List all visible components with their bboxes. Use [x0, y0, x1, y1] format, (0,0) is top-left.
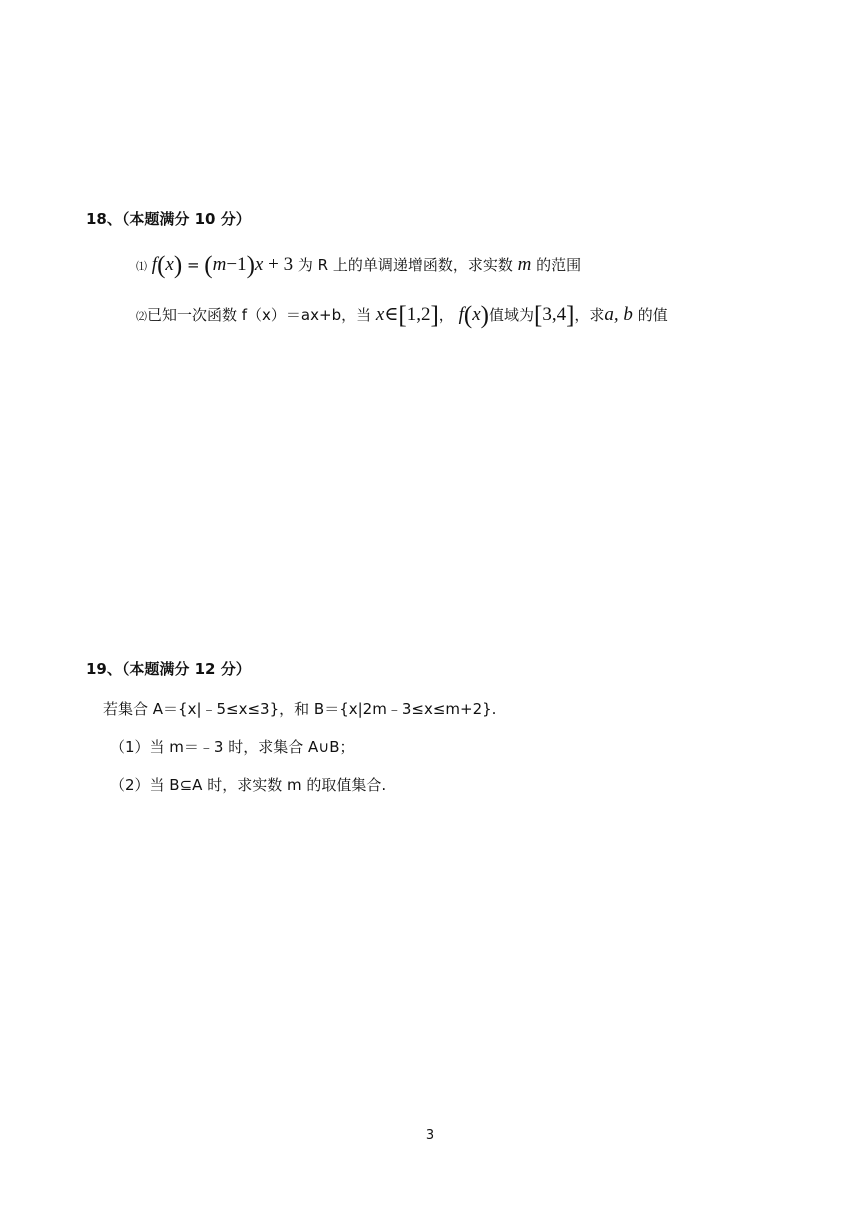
q19-title: 19、（本题满分 12 分） [86, 660, 251, 678]
comma: ， [438, 306, 454, 324]
bracket-close: ] [430, 302, 439, 329]
q18-part1 [136, 252, 582, 279]
f-symbol: f [458, 304, 464, 325]
bracket-close: ] [566, 302, 575, 329]
paren-open: ( [157, 252, 166, 279]
page-number: 3 [425, 1128, 435, 1143]
paren-close: ) [246, 252, 255, 279]
q18-part2-text-a: 已知一次函数 f（x）＝ax+b，当 [147, 306, 372, 324]
q18-part2-text-c: ，求 [574, 306, 605, 324]
paren-open: ( [463, 302, 473, 329]
q19-intro: 若集合 A＝{x|﹣5≤x≤3}，和 B＝{x|2m﹣3≤x≤m+2}. [103, 700, 497, 718]
m-symbol: m [212, 254, 227, 275]
q18-part2 [136, 302, 668, 329]
q18-title: 18、（本题满分 10 分） [86, 210, 251, 228]
x-symbol: x [375, 304, 385, 325]
x-symbol: x [254, 254, 264, 275]
bracket-open: [ [533, 302, 543, 329]
q18-part1-text-end: 的范围 [536, 256, 582, 274]
element-of-symbol: ∈ [384, 304, 399, 325]
q18-part1-marker: ⑴ [136, 260, 147, 273]
bracket-open: [ [398, 302, 407, 329]
f-symbol: f [151, 254, 158, 275]
q19-part2: （2）当 B⊆A 时，求实数 m 的取值集合. [110, 776, 387, 794]
paren-close: ) [173, 252, 183, 279]
x-symbol: x [472, 304, 481, 325]
paren-close: ) [480, 302, 489, 329]
ab-symbols: a, b [604, 304, 633, 325]
x-symbol: x [165, 254, 174, 275]
paren-open: ( [204, 252, 213, 279]
plus-three: + 3 [268, 254, 294, 275]
interval-1: 1,2 [406, 304, 431, 325]
q19-part1: （1）当 m＝﹣3 时，求集合 A∪B； [110, 738, 355, 756]
equals-sign: = [186, 256, 200, 274]
q18-part2-text-b: 值域为 [488, 306, 534, 324]
interval-2: 3,4 [542, 304, 567, 325]
m-symbol: m [517, 254, 532, 275]
q18-part2-text-d: 的值 [637, 306, 668, 324]
minus-one: −1 [226, 254, 247, 275]
q18-part2-marker: ⑵ [136, 310, 147, 323]
q18-part1-text: 为 R 上的单调递增函数，求实数 [297, 256, 513, 274]
